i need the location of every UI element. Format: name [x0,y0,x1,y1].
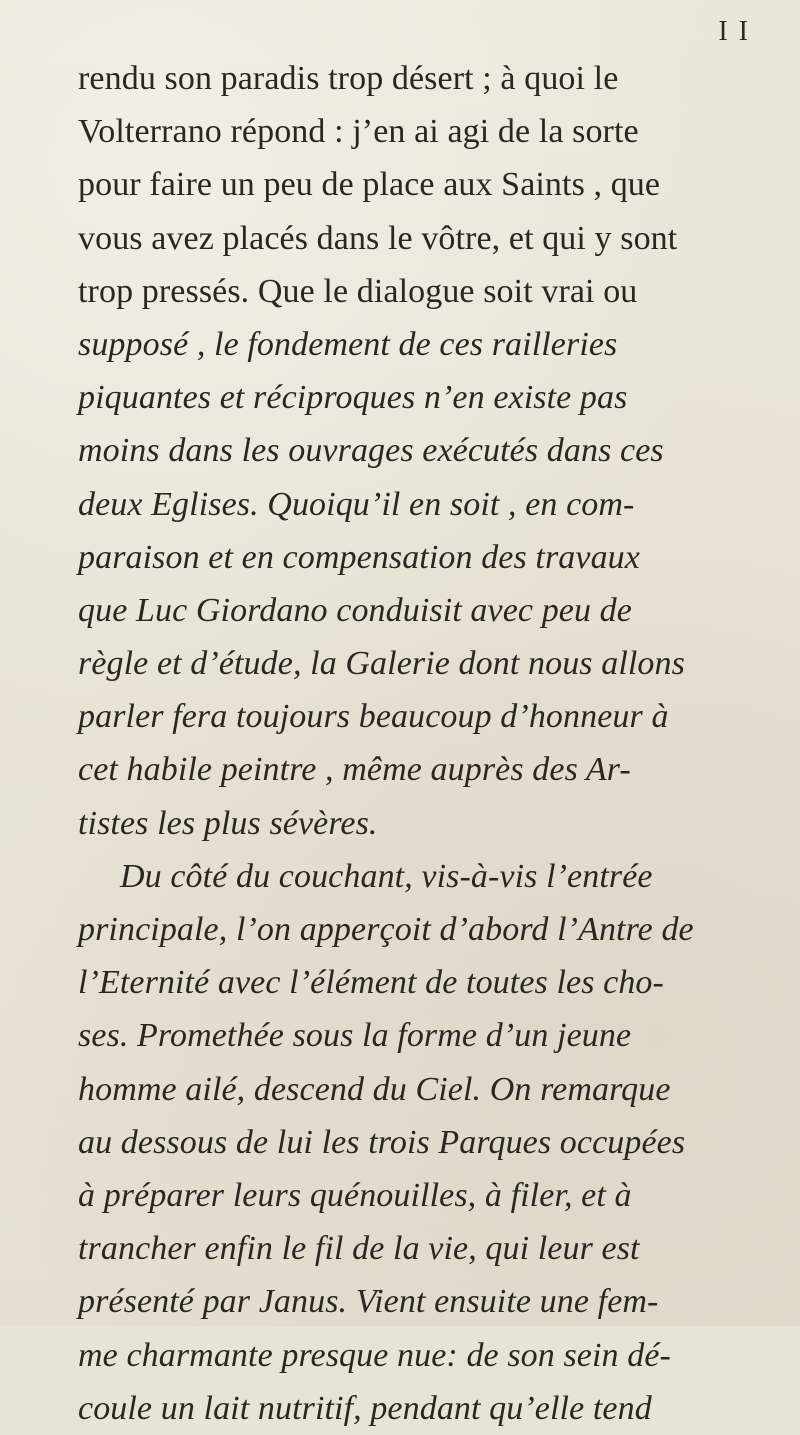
text-line: trop pressés. Que le dialogue soit vrai ou [78,272,638,310]
text-line: pour faire un peu de place aux Saints , que [78,166,661,204]
text-line: à préparer leurs quénouilles, à filer, et à [78,1176,632,1214]
text-line: l’Eternité avec l’élément de toutes les cho- [78,964,664,1002]
text-line: trancher enfin le fil de la vie, qui leur est [78,1230,640,1268]
text-line: piquantes et réciproques n’en existe pas [78,379,628,417]
text-line: présenté par Janus. Vient ensuite une fem- [78,1283,659,1321]
text-line: principale, l’on apperçoit d’abord l’Antre de [78,911,694,948]
text-line: paraison et en compensation des travaux [78,538,640,576]
text-line: coule un lait nutritif, pendant qu’elle tend [78,1389,652,1427]
text-line: moins dans les ouvrages exécutés dans ces [78,432,664,470]
text-line: supposé , le fondement de ces railleries [78,325,618,363]
text-line: règle et d’étude, la Galerie dont nous allons [78,645,685,683]
text-line: cet habile peintre , même auprès des Ar- [78,751,631,789]
text-line: me charmante presque nue: de son sein dé- [78,1336,671,1374]
text-line: que Luc Giordano conduisit avec peu de [78,591,632,629]
text-line: deux Eglises. Quoiqu’il en soit , en com- [78,485,635,523]
page-text [78,52,738,1435]
text-line: ses. Promethée sous la forme d’un jeune [78,1017,632,1055]
text-line: rendu son paradis trop désert ; à quoi le [78,60,619,97]
text-line: Du côté du couchant, vis-à-vis l’entrée [120,857,653,895]
signature-mark: I I [718,16,750,47]
text-line: parler fera toujours beaucoup d’honneur à [78,698,669,736]
text-line: au dessous de lui les trois Parques occupées [78,1123,686,1161]
text-line: Volterrano répond : j’en ai agi de la sorte [78,113,639,151]
text-line: vous avez placés dans le vôtre, et qui y sont [78,219,678,257]
text-line: tistes les plus sévères. [78,804,378,842]
text-line: homme ailé, descend du Ciel. On remarque [78,1070,671,1108]
